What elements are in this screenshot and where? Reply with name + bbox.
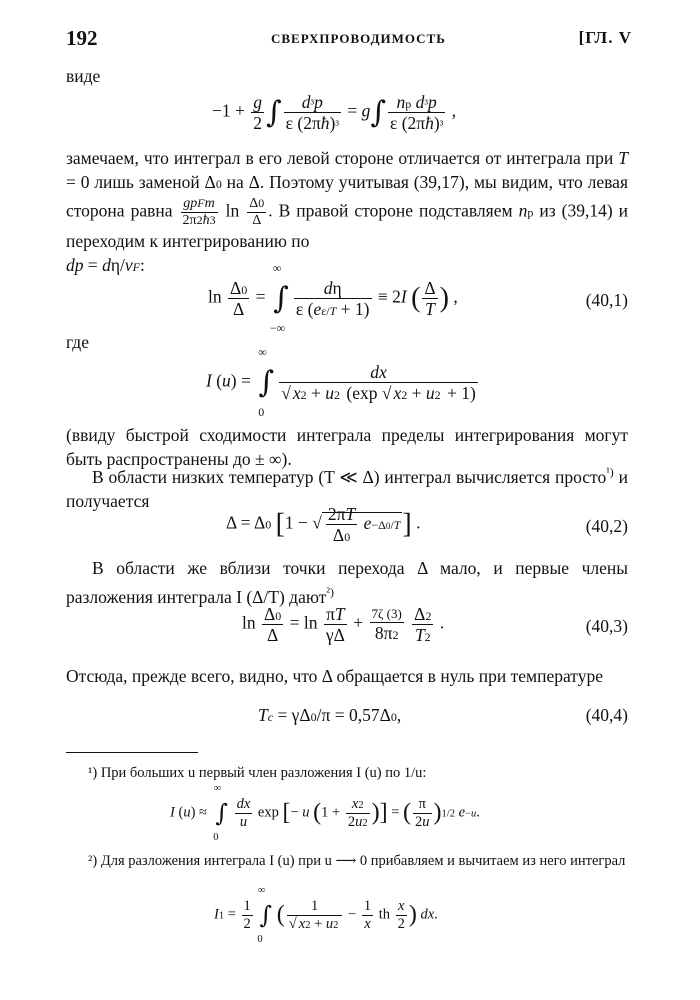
- footnote-1-mark: ¹): [88, 765, 98, 781]
- equation-40-2: Δ = Δ0 [1 − √ $\frac{2\pi T}{\Delta 0}$ e−Δ0/T] .: [226, 504, 421, 546]
- footnote-2: [66, 852, 628, 871]
- chapter-label: [ГЛ. V: [578, 28, 632, 47]
- footnote-rule: [66, 752, 198, 753]
- para1-part-e: из (39,14) и переходим к интегрированию по: [66, 200, 629, 252]
- paragraph-2: (ввиду быстрой сходимости интеграла пределы интегрирования могут быть распространены до ± ∞).: [66, 425, 628, 469]
- page-number: 192: [66, 26, 98, 50]
- tc-value: = 0,57Δ: [334, 705, 391, 725]
- para3-part-b: и получается: [66, 466, 628, 511]
- footnote-ref-1: ¹): [606, 465, 614, 479]
- equation-number-40-4: (40,4): [585, 705, 628, 725]
- para1-part-d: . В правой стороне подставляем: [268, 200, 513, 221]
- equation-40-3: ln $\frac{\Delta 0}{\Delta}$ = ln $\frac{\pi T}{\gamma\Delta}$ + $\frac{7\zeta (3)}{8\pi 2}$ $\frac{\Delta 2}{T2}$ .: [242, 604, 445, 646]
- footnote-1-equation: I (u) ≈ ∫ ∞ 0 $\frac{dx}{u}$ exp [− u (1 + $\frac{x2}{2u2}$ )] = ( $\frac{\pi}{2u}$ )1/2 e−u.: [170, 783, 480, 844]
- text-gde: где: [66, 332, 89, 352]
- equation-40-4: Tc = γΔ0/π = 0,57Δ0,: [258, 705, 402, 725]
- footnote-2-mark: ²): [88, 853, 98, 869]
- para4-text: В области же вблизи точки перехода Δ мало, и первые члены разложения интеграла I (Δ/T) дают: [66, 558, 628, 607]
- equation-number-40-3: (40,3): [585, 616, 628, 636]
- para1-part-a: замечаем, что интеграл в его левой стороне отличается от интеграла при: [66, 148, 614, 168]
- paragraph-1: замечаем, что интеграл в его левой стороне отличается от интеграла при T = 0 лишь заменой Δ0 на Δ. Поэтому учитывая (39,17), мы видим, что левая сторона равна $\frac{\text{gpFm}}{2\pi 2ħ3}$ ln $\frac{\Delta 0}{\Delta}$ . В правой стороне подставляем np из (39,14) и переходим к интегрированию по dp = dη/vF:: [66, 148, 629, 276]
- paragraph-5: Отсюда, прежде всего, видно, что Δ обращается в нуль при температуре: [66, 666, 603, 686]
- zeta-three: 7ζ (3): [371, 605, 402, 621]
- footnote-2-text: Для разложения интеграла I (u) при u ⟶ 0 прибавляем и вычитаем из него интеграл: [100, 853, 626, 869]
- paragraph-4: [66, 556, 628, 609]
- equation-I-of-u: I (u) = ∫ ∞ 0 $\frac{dx}{√ x2 + u2 (\exp √ x2 + u2 + 1)}$: [206, 345, 476, 420]
- text-line-vide: виде: [66, 66, 101, 86]
- para3-part-a: В области низких температур (T ≪ Δ) интеграл вычисляется просто: [92, 466, 607, 487]
- running-title: СВЕРХПРОВОДИМОСТЬ: [271, 31, 446, 46]
- equation-number-40-2: (40,2): [585, 516, 628, 536]
- equation-40-1: ln $\frac{\Delta 0}{\Delta}$ = ∫ ∞ −∞ $\frac{d\eta}{\varepsilon (e\varepsilon/T + 1)}$ ≡ 2I ( $\frac{\Delta}{T}$ ) ,: [208, 261, 458, 336]
- footnote-2-equation: I1 = $\frac{1}{2}$ ∫ ∞ 0 ( $\frac{1}{√ x2 + u2}$ − $\frac{1}{x}$ th $\frac{x}{2}$ ) dx.: [214, 885, 438, 946]
- page-header: [66, 26, 632, 54]
- footnote-ref-2: ²): [326, 585, 334, 599]
- equation-number-40-1: (40,1): [585, 290, 628, 310]
- footnote-1: [66, 764, 628, 783]
- para1-part-b: лишь заменой Δ: [94, 172, 216, 192]
- equation-integral-identity: −1 + $\frac{g}{2}$ ∫ $\frac{\text{d³p}}{\text{ε (2πħ)³}}$ = g∫ $\frac{\text{np d³p}}{\text{ε (2πħ)³}}$ ,: [212, 92, 457, 134]
- footnote-1-text: При больших u первый член разложения I (u) по 1/u:: [100, 765, 427, 781]
- para1-part-c: на Δ. Поэтому учитывая (39,17), мы видим, что левая сторона равна: [66, 172, 629, 221]
